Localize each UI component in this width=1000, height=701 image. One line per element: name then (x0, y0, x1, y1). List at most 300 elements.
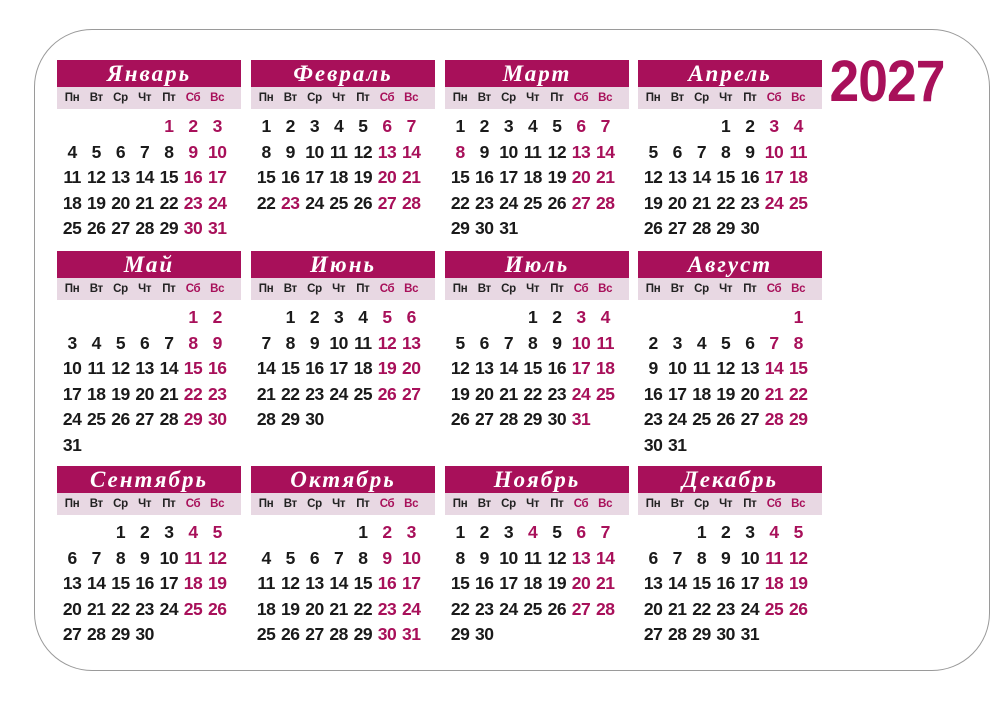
weekday-label: Чт (138, 498, 152, 510)
day-number: 24 (499, 192, 518, 213)
day-number: 9 (721, 547, 731, 568)
day-number: 8 (115, 547, 126, 568)
day-number: 27 (401, 383, 421, 404)
empty-cell (641, 520, 665, 546)
day-number: 20 (571, 573, 591, 593)
day-number: 15 (692, 573, 711, 593)
day-number: 17 (668, 383, 687, 404)
day-number: 23 (207, 383, 227, 404)
empty-cell (60, 114, 84, 140)
day-number: 4 (188, 522, 198, 542)
day-number: 12 (377, 332, 397, 353)
empty-cell (84, 114, 108, 140)
day-number: 22 (450, 598, 470, 619)
day-number: 22 (716, 192, 735, 213)
day-number: 8 (261, 141, 271, 162)
day-number: 3 (212, 116, 222, 136)
day-number: 17 (159, 573, 179, 593)
weekday-label: Пн (645, 283, 661, 295)
weekday-label: Вт (477, 498, 491, 510)
weekday-label: Ср (501, 498, 516, 510)
day-number: 2 (309, 307, 320, 327)
weekday-label: Чт (526, 92, 540, 104)
day-number: 24 (740, 598, 760, 619)
day-number: 15 (159, 167, 179, 187)
day-number: 29 (788, 409, 808, 429)
month-title: Ноябрь (445, 466, 629, 493)
day-number: 29 (692, 624, 711, 644)
day-number: 24 (329, 383, 348, 404)
day-number: 12 (643, 167, 663, 187)
weekday-label: Вс (210, 283, 225, 295)
weekday-label: Ср (307, 498, 322, 510)
day-number: 1 (188, 307, 198, 327)
day-number: 9 (140, 547, 150, 568)
day-number: 22 (159, 192, 179, 213)
day-number: 18 (183, 573, 203, 593)
empty-cell (665, 114, 689, 140)
day-number: 19 (377, 358, 397, 378)
day-number: 26 (643, 218, 663, 238)
day-number: 3 (309, 116, 320, 136)
day-number: 3 (769, 116, 779, 136)
weekday-label: Чт (332, 498, 346, 510)
day-number: 29 (450, 624, 470, 644)
day-number: 12 (111, 358, 130, 378)
day-number: 8 (285, 332, 295, 353)
day-number: 27 (305, 624, 324, 644)
day-number: 2 (188, 116, 198, 136)
day-number: 27 (111, 218, 130, 238)
weekday-label: Пн (258, 498, 274, 510)
day-number: 21 (668, 598, 687, 619)
day-number: 19 (643, 192, 663, 213)
day-number: 31 (401, 624, 421, 644)
day-number: 26 (788, 598, 808, 619)
day-number: 21 (401, 167, 421, 187)
weekday-header (57, 87, 241, 109)
day-number: 14 (595, 141, 615, 162)
day-number: 2 (479, 116, 489, 136)
day-number: 29 (183, 409, 203, 429)
day-number: 12 (547, 141, 567, 162)
day-number: 27 (475, 409, 494, 429)
day-number: 22 (692, 598, 711, 619)
day-number: 13 (62, 573, 82, 593)
day-number: 10 (499, 141, 518, 162)
day-number: 7 (769, 332, 779, 353)
month-title: Август (638, 251, 822, 278)
month-block (251, 251, 435, 433)
day-number: 18 (764, 573, 784, 593)
weekday-label: Пн (64, 283, 80, 295)
weekday-label: Пн (258, 283, 274, 295)
day-number: 7 (91, 547, 101, 568)
day-number: 30 (643, 434, 663, 455)
day-number: 19 (111, 383, 130, 404)
month-title: Февраль (251, 60, 435, 87)
weekday-label: Вс (598, 92, 613, 104)
day-number: 9 (212, 332, 222, 353)
month-block (251, 466, 435, 648)
month-title: Сентябрь (57, 466, 241, 493)
day-number: 16 (740, 167, 760, 187)
day-number: 20 (571, 167, 591, 187)
day-number: 22 (256, 192, 276, 213)
day-number: 16 (377, 573, 397, 593)
day-number: 30 (475, 218, 494, 238)
day-number: 20 (740, 383, 760, 404)
day-number: 11 (354, 332, 372, 353)
day-number: 1 (721, 116, 731, 136)
day-number: 23 (183, 192, 203, 213)
day-number: 2 (552, 307, 562, 327)
day-number: 18 (353, 358, 373, 378)
day-number: 13 (135, 358, 154, 378)
day-number: 31 (62, 434, 82, 455)
weekday-label: Ср (694, 283, 709, 295)
day-number: 20 (62, 598, 82, 619)
month-block (57, 466, 241, 648)
day-number: 31 (207, 218, 227, 238)
day-number: 5 (91, 141, 101, 162)
day-number: 11 (184, 547, 202, 568)
day-number: 3 (503, 522, 514, 542)
day-number: 21 (692, 192, 711, 213)
day-number: 5 (455, 332, 465, 353)
day-number: 26 (207, 598, 227, 619)
weekday-label: Пн (452, 498, 468, 510)
weekday-header (445, 493, 629, 515)
month-block (57, 251, 241, 458)
day-number: 25 (788, 192, 808, 213)
weekday-label: Вт (477, 283, 491, 295)
empty-cell (84, 305, 108, 331)
day-number: 30 (377, 624, 397, 644)
empty-cell (689, 305, 713, 331)
weekday-label: Вс (791, 92, 806, 104)
weekday-label: Сб (379, 498, 395, 510)
day-number: 11 (596, 332, 614, 353)
day-number: 15 (111, 573, 130, 593)
weekday-label: Вс (404, 283, 419, 295)
day-number: 9 (479, 547, 489, 568)
day-number: 2 (721, 522, 731, 542)
day-number: 13 (643, 573, 663, 593)
weekday-label: Чт (138, 283, 152, 295)
day-number: 16 (305, 358, 324, 378)
day-number: 6 (115, 141, 126, 162)
day-number: 15 (450, 167, 470, 187)
weekday-label: Пн (64, 92, 80, 104)
weekday-header (251, 87, 435, 109)
empty-cell (327, 520, 351, 546)
day-number: 29 (281, 409, 300, 429)
day-number: 1 (164, 116, 174, 136)
day-number: 5 (382, 307, 392, 327)
day-number: 2 (285, 116, 295, 136)
day-number: 1 (261, 116, 271, 136)
day-number: 15 (523, 358, 542, 378)
day-number: 21 (329, 598, 348, 619)
day-number: 26 (353, 192, 373, 213)
day-number: 17 (207, 167, 227, 187)
weekday-label: Пт (356, 92, 370, 104)
day-number: 22 (111, 598, 130, 619)
day-number: 4 (793, 116, 803, 136)
day-number: 30 (183, 218, 203, 238)
day-number: 18 (788, 167, 808, 187)
day-number: 29 (111, 624, 130, 644)
day-number: 26 (87, 218, 106, 238)
month-title: Апрель (638, 60, 822, 87)
weekday-label: Чт (526, 498, 540, 510)
day-number: 29 (523, 409, 542, 429)
day-number: 27 (62, 624, 82, 644)
day-number: 26 (111, 409, 130, 429)
weekday-label: Вт (670, 283, 684, 295)
day-number: 24 (401, 598, 421, 619)
day-number: 24 (764, 192, 784, 213)
day-number: 12 (547, 547, 567, 568)
day-number: 20 (111, 192, 130, 213)
day-number: 11 (257, 573, 275, 593)
day-number: 1 (793, 307, 803, 327)
month-block (638, 60, 822, 242)
day-number: 28 (401, 192, 421, 213)
weekday-label: Вс (791, 283, 806, 295)
weekday-label: Вт (283, 498, 297, 510)
day-number: 11 (329, 141, 348, 162)
weekday-label: Чт (332, 283, 346, 295)
empty-cell (157, 305, 181, 331)
day-number: 4 (600, 307, 610, 327)
empty-cell (448, 305, 472, 331)
day-number: 24 (159, 598, 179, 619)
day-number: 30 (475, 624, 494, 644)
day-number: 9 (745, 141, 755, 162)
day-number: 14 (135, 167, 154, 187)
day-number: 2 (479, 522, 489, 542)
day-number: 1 (115, 522, 126, 542)
weekday-label: Пт (356, 283, 370, 295)
day-number: 1 (455, 522, 465, 542)
day-number: 6 (382, 116, 392, 136)
weekday-label: Пт (162, 283, 176, 295)
day-number: 28 (329, 624, 348, 644)
weekday-label: Сб (379, 92, 395, 104)
day-number: 19 (353, 167, 373, 187)
day-number: 5 (721, 332, 731, 353)
month-block (445, 60, 629, 242)
day-number: 27 (571, 192, 591, 213)
day-number: 27 (643, 624, 663, 644)
day-number: 24 (62, 409, 82, 429)
days-grid (638, 300, 822, 458)
day-number: 12 (450, 358, 470, 378)
empty-cell (641, 114, 665, 140)
day-number: 18 (329, 167, 348, 187)
day-number: 28 (595, 598, 615, 619)
weekday-header (638, 87, 822, 109)
day-number: 7 (406, 116, 416, 136)
weekday-label: Вт (89, 92, 103, 104)
day-number: 16 (207, 358, 227, 378)
weekday-label: Пт (550, 92, 564, 104)
day-number: 11 (765, 547, 783, 568)
day-number: 28 (499, 409, 518, 429)
day-number: 2 (382, 522, 392, 542)
weekday-header (445, 278, 629, 300)
month-title: Январь (57, 60, 241, 87)
day-number: 15 (788, 358, 808, 378)
weekday-label: Вс (404, 498, 419, 510)
day-number: 14 (692, 167, 711, 187)
day-number: 3 (406, 522, 416, 542)
weekday-header (638, 278, 822, 300)
day-number: 3 (576, 307, 586, 327)
day-number: 17 (305, 167, 324, 187)
empty-cell (302, 520, 326, 546)
day-number: 8 (721, 141, 731, 162)
weekday-label: Вт (89, 498, 103, 510)
weekday-label: Сб (766, 283, 782, 295)
day-number: 23 (281, 192, 300, 213)
month-title: Июнь (251, 251, 435, 278)
weekday-label: Сб (185, 92, 201, 104)
day-number: 1 (696, 522, 707, 542)
day-number: 6 (406, 307, 416, 327)
day-number: 25 (87, 409, 106, 429)
day-number: 20 (377, 167, 397, 187)
day-number: 24 (499, 598, 518, 619)
day-number: 30 (305, 409, 324, 429)
weekday-label: Пн (645, 498, 661, 510)
day-number: 18 (523, 167, 542, 187)
day-number: 25 (62, 218, 82, 238)
day-number: 20 (401, 358, 421, 378)
weekday-label: Вт (670, 92, 684, 104)
weekday-label: Ср (501, 283, 516, 295)
month-block (251, 60, 435, 216)
day-number: 21 (499, 383, 518, 404)
day-number: 13 (740, 358, 760, 378)
day-number: 8 (696, 547, 707, 568)
day-number: 10 (159, 547, 179, 568)
weekday-label: Пн (258, 92, 274, 104)
day-number: 25 (523, 192, 542, 213)
day-number: 26 (547, 192, 567, 213)
day-number: 29 (716, 218, 735, 238)
day-number: 14 (499, 358, 518, 378)
day-number: 27 (740, 409, 760, 429)
month-title: Октябрь (251, 466, 435, 493)
day-number: 6 (672, 141, 682, 162)
day-number: 31 (740, 624, 760, 644)
weekday-label: Вт (283, 92, 297, 104)
day-number: 8 (455, 141, 465, 162)
weekday-label: Ср (694, 92, 709, 104)
day-number: 1 (455, 116, 465, 136)
day-number: 17 (764, 167, 784, 187)
day-number: 20 (643, 598, 663, 619)
days-grid (251, 300, 435, 433)
empty-cell (60, 305, 84, 331)
day-number: 21 (159, 383, 179, 404)
weekday-header (638, 493, 822, 515)
empty-cell (60, 520, 84, 546)
weekday-label: Сб (573, 498, 589, 510)
day-number: 27 (135, 409, 154, 429)
day-number: 3 (164, 522, 174, 542)
day-number: 25 (523, 598, 542, 619)
day-number: 30 (740, 218, 760, 238)
day-number: 9 (382, 547, 392, 568)
day-number: 12 (716, 358, 735, 378)
day-number: 6 (309, 547, 320, 568)
weekday-label: Пт (743, 283, 757, 295)
day-number: 18 (87, 383, 106, 404)
day-number: 20 (475, 383, 494, 404)
weekday-label: Пт (162, 498, 176, 510)
day-number: 10 (329, 332, 348, 353)
day-number: 6 (648, 547, 658, 568)
day-number: 16 (281, 167, 300, 187)
day-number: 19 (788, 573, 808, 593)
day-number: 23 (740, 192, 760, 213)
day-number: 11 (789, 141, 807, 162)
weekday-label: Чт (719, 92, 733, 104)
day-number: 28 (256, 409, 276, 429)
empty-cell (254, 305, 278, 331)
day-number: 19 (87, 192, 106, 213)
weekday-header (57, 493, 241, 515)
day-number: 9 (309, 332, 320, 353)
weekday-label: Пт (743, 92, 757, 104)
day-number: 7 (164, 332, 174, 353)
day-number: 19 (547, 167, 567, 187)
empty-cell (496, 305, 520, 331)
day-number: 9 (552, 332, 562, 353)
day-number: 15 (353, 573, 373, 593)
day-number: 21 (764, 383, 784, 404)
day-number: 30 (716, 624, 735, 644)
day-number: 14 (595, 547, 615, 568)
weekday-label: Пн (452, 283, 468, 295)
day-number: 1 (285, 307, 295, 327)
day-number: 17 (499, 167, 518, 187)
day-number: 8 (188, 332, 198, 353)
day-number: 22 (788, 383, 808, 404)
day-number: 8 (528, 332, 538, 353)
day-number: 21 (256, 383, 276, 404)
day-number: 22 (523, 383, 542, 404)
day-number: 10 (207, 141, 227, 162)
day-number: 18 (692, 383, 711, 404)
day-number: 5 (212, 522, 222, 542)
day-number: 3 (334, 307, 344, 327)
weekday-label: Ср (501, 92, 516, 104)
day-number: 3 (503, 116, 514, 136)
day-number: 7 (261, 332, 271, 353)
weekday-label: Вт (283, 283, 297, 295)
day-number: 31 (499, 218, 518, 238)
day-number: 24 (571, 383, 591, 404)
day-number: 14 (764, 358, 784, 378)
day-number: 6 (745, 332, 755, 353)
days-grid (251, 515, 435, 648)
day-number: 29 (353, 624, 373, 644)
